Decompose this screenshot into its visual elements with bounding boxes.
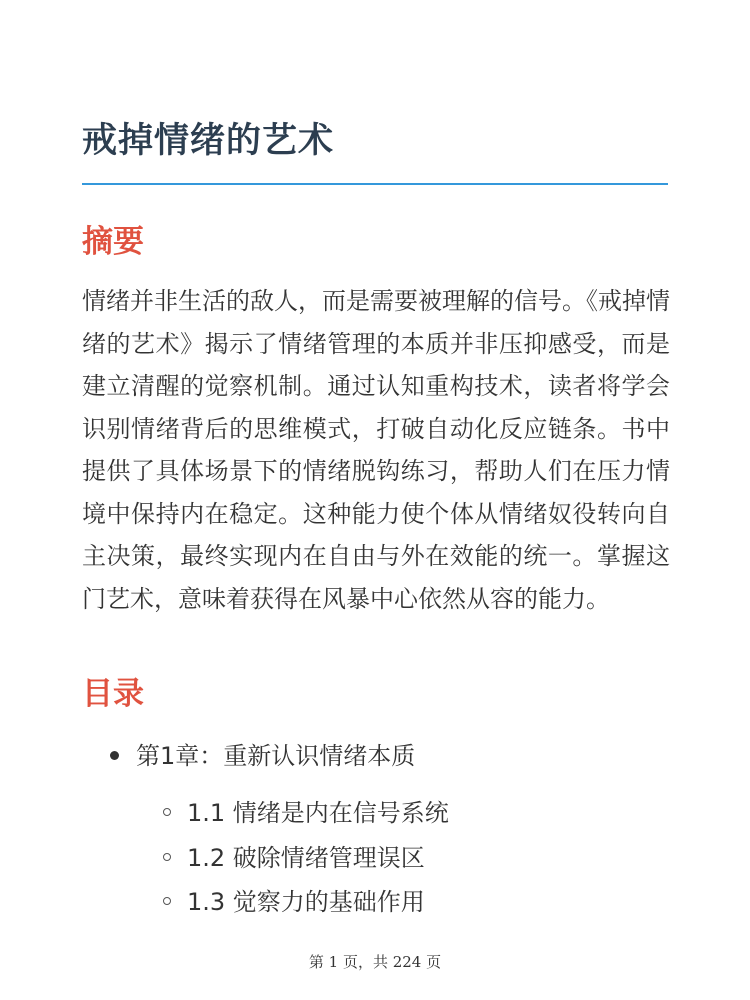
toc-section-label: 1.1 情绪是内在信号系统: [187, 799, 449, 827]
title-divider: [82, 183, 668, 185]
page-footer: 第 1 页，共 224 页: [308, 953, 442, 971]
toc-chapter-item: [110, 736, 415, 776]
abstract-heading: 摘要: [82, 224, 144, 260]
bullet-circle-icon: [163, 853, 171, 861]
bullet-disc-icon: [110, 751, 119, 760]
toc-section-label: 1.3 觉察力的基础作用: [187, 888, 425, 916]
toc-section-label: 1.2 破除情绪管理误区: [187, 844, 425, 872]
toc-section-item: [163, 793, 449, 833]
abstract-text: 情绪并非生活的敌人，而是需要被理解的信号。《戒掉情绪的艺术》揭示了情绪管理的本质并非压抑感受，而是建立清醒的觉察机制。通过认知重构技术，读者将学会识别情绪背后的思维模式，打破自动化反应链条。书中提供了具体场景下的情绪脱钩练习，帮助人们在压力情境中保持内在稳定。这种能力使个体从情绪奴役转向自主决策，最终实现内在自由与外在效能的统一。掌握这门艺术，意味着获得在风暴中心依然从容的能力。: [82, 287, 670, 613]
bullet-circle-icon: [163, 897, 171, 905]
toc-section-item: [163, 838, 425, 878]
bullet-circle-icon: [163, 808, 171, 816]
toc-chapter-label: 第1章：重新认识情绪本质: [136, 742, 416, 770]
document-title: 戒掉情绪的艺术: [82, 121, 335, 161]
toc-heading: 目录: [82, 676, 144, 712]
toc-section-item: [163, 882, 425, 922]
